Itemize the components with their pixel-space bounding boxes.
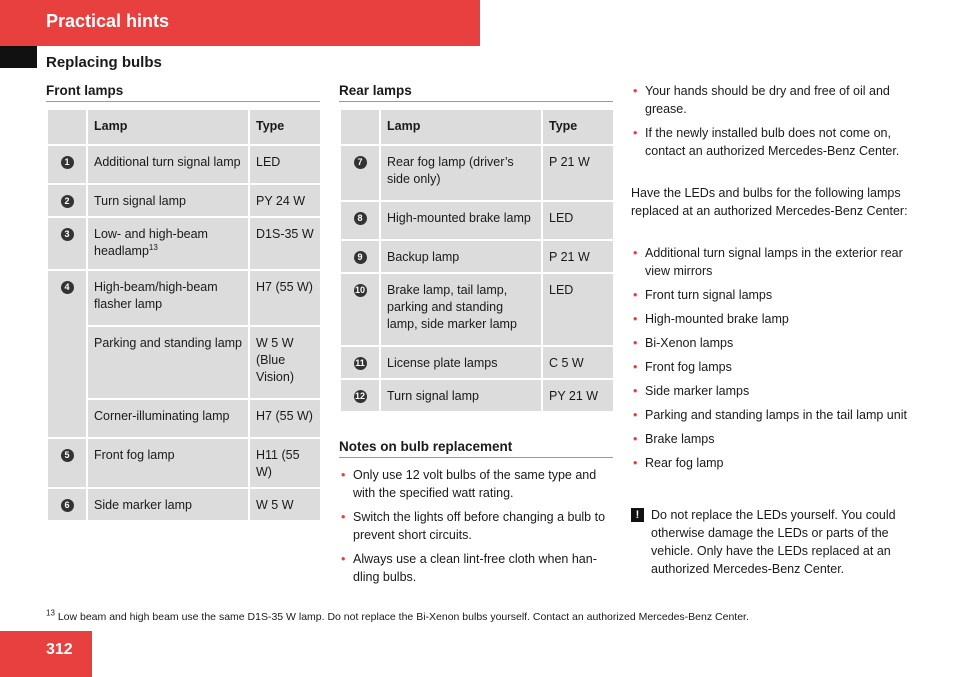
warning-note xyxy=(631,506,913,578)
lamp-cell: Brake lamp, tail lamp, parking and standing lamp, side marker lamp xyxy=(380,273,542,346)
list-item: • Bi-Xenon lamps xyxy=(631,334,911,352)
table-row xyxy=(47,399,321,438)
list-item: • Brake lamps xyxy=(631,430,911,448)
rear-lamps-rule xyxy=(339,101,613,102)
row-number xyxy=(340,346,380,379)
page-number-tab xyxy=(0,631,92,677)
row-number xyxy=(47,488,87,521)
row-number xyxy=(47,438,87,488)
circled-number: 1 xyxy=(61,156,74,169)
table-row xyxy=(340,379,614,412)
circled-number: 8 xyxy=(354,212,367,225)
section-header-tab xyxy=(0,0,480,46)
front-lamps-title: Front lamps xyxy=(46,83,124,98)
list-item: • Side marker lamps xyxy=(631,382,911,400)
type-cell: H11 (55 W) xyxy=(249,438,321,488)
list-item: • Always use a clean lint-free cloth when han-dling bulbs. xyxy=(339,550,615,586)
notes-rule xyxy=(339,457,613,458)
notes-list xyxy=(339,466,615,592)
page-number: 312 xyxy=(46,641,73,658)
front-lamps-table xyxy=(46,108,322,522)
table-row xyxy=(340,346,614,379)
type-header: Type xyxy=(542,109,614,145)
circled-number: 11 xyxy=(355,358,365,368)
lamp-label: Low- and high-beam headlamp xyxy=(94,227,208,258)
service-lamps-list xyxy=(631,244,911,478)
list-item: • If the newly installed bulb does not come on, contact an authorized Mercedes-Benz Center. xyxy=(631,124,911,160)
lamp-cell: Parking and standing lamp xyxy=(87,326,249,399)
list-item: • Switch the lights off before changing a bulb to prevent short circuits. xyxy=(339,508,615,544)
table-row xyxy=(47,438,321,488)
table-row xyxy=(340,145,614,201)
table-row xyxy=(47,326,321,399)
list-item: • Only use 12 volt bulbs of the same type and with the specified watt rating. xyxy=(339,466,615,502)
type-cell: LED xyxy=(542,201,614,240)
type-cell: C 5 W xyxy=(542,346,614,379)
type-cell: P 21 W xyxy=(542,145,614,201)
lamp-header: Lamp xyxy=(87,109,249,145)
page-subtitle: Replacing bulbs xyxy=(46,54,162,71)
list-item: • Your hands should be dry and free of oil and grease. xyxy=(631,82,911,118)
warning-text: Do not replace the LEDs yourself. You could otherwise damage the LEDs or parts of the vehicle. Only have the LEDs replaced at an authorized Mercedes-Benz Center. xyxy=(651,508,896,576)
footnote-text: Low beam and high beam use the same D1S-35 W lamp. Do not replace the Bi-Xenon bulbs yourself. Contact an authorized Mercedes-Benz Center. xyxy=(57,611,749,623)
row-number xyxy=(340,201,380,240)
table-row xyxy=(47,270,321,326)
list-item: • Front fog lamps xyxy=(631,358,911,376)
row-number xyxy=(47,184,87,217)
front-lamps-rule xyxy=(46,101,320,102)
lamp-cell: Additional turn signal lamp xyxy=(87,145,249,184)
circled-number: 10 xyxy=(354,285,365,295)
rear-lamps-title: Rear lamps xyxy=(339,83,412,98)
lamp-header: Lamp xyxy=(380,109,542,145)
table-row xyxy=(340,273,614,346)
list-item: • Front turn signal lamps xyxy=(631,286,911,304)
header-marker xyxy=(0,46,37,68)
table-row xyxy=(340,201,614,240)
row-number xyxy=(47,145,87,184)
table-row xyxy=(47,145,321,184)
type-cell: PY 21 W xyxy=(542,379,614,412)
row-number xyxy=(340,145,380,201)
lamp-cell: Turn signal lamp xyxy=(380,379,542,412)
type-cell: W 5 W xyxy=(249,488,321,521)
table-row xyxy=(340,240,614,273)
circled-number: 2 xyxy=(61,195,74,208)
table-row xyxy=(47,217,321,270)
table-header-row xyxy=(47,109,321,145)
circled-number: 7 xyxy=(354,156,367,169)
lamp-cell: Side marker lamp xyxy=(87,488,249,521)
type-cell: LED xyxy=(542,273,614,346)
type-cell: P 21 W xyxy=(542,240,614,273)
warning-icon: ! xyxy=(631,508,644,522)
type-cell: H7 (55 W) xyxy=(249,270,321,326)
type-cell: W 5 W (Blue Vision) xyxy=(249,326,321,399)
footnote-ref: 13 xyxy=(148,242,158,252)
lamp-cell: Backup lamp xyxy=(380,240,542,273)
type-cell: D1S-35 W xyxy=(249,217,321,270)
table-header-row xyxy=(340,109,614,145)
circled-number: 5 xyxy=(61,449,74,462)
lamp-cell: Front fog lamp xyxy=(87,438,249,488)
circled-number: 3 xyxy=(61,228,74,241)
service-paragraph: Have the LEDs and bulbs for the following lamps replaced at an authorized Mercedes-Benz Center: xyxy=(631,186,908,218)
circled-number: 9 xyxy=(354,251,367,264)
list-item: • Parking and standing lamps in the tail lamp unit xyxy=(631,406,911,424)
row-number xyxy=(47,270,87,438)
lamp-cell: Turn signal lamp xyxy=(87,184,249,217)
lamp-cell: High-beam/high-beam flasher lamp xyxy=(87,270,249,326)
circled-number: 4 xyxy=(61,281,74,294)
type-header: Type xyxy=(249,109,321,145)
list-item: • Rear fog lamp xyxy=(631,454,911,472)
num-header xyxy=(47,109,87,145)
footnote xyxy=(46,608,749,623)
table-row xyxy=(47,488,321,521)
list-item: • Additional turn signal lamps in the exterior rear view mirrors xyxy=(631,244,911,280)
lamp-cell: Corner-illuminating lamp xyxy=(87,399,249,438)
lamp-cell: License plate lamps xyxy=(380,346,542,379)
circled-number: 6 xyxy=(61,499,74,512)
footnote-number: 13 xyxy=(46,608,55,618)
row-number xyxy=(340,240,380,273)
lamp-cell: Rear fog lamp (driver’s side only) xyxy=(380,145,542,201)
row-number xyxy=(340,273,380,346)
type-cell: LED xyxy=(249,145,321,184)
circled-number: 12 xyxy=(354,391,365,401)
type-cell: PY 24 W xyxy=(249,184,321,217)
notes-title: Notes on bulb replacement xyxy=(339,439,513,454)
list-item: • High-mounted brake lamp xyxy=(631,310,911,328)
table-row xyxy=(47,184,321,217)
precautions-list xyxy=(631,82,911,166)
section-title: Practical hints xyxy=(46,11,170,31)
lamp-cell xyxy=(87,217,249,270)
row-number xyxy=(340,379,380,412)
type-cell: H7 (55 W) xyxy=(249,399,321,438)
row-number xyxy=(47,217,87,270)
rear-lamps-table xyxy=(339,108,615,413)
num-header xyxy=(340,109,380,145)
lamp-cell: High-mounted brake lamp xyxy=(380,201,542,240)
